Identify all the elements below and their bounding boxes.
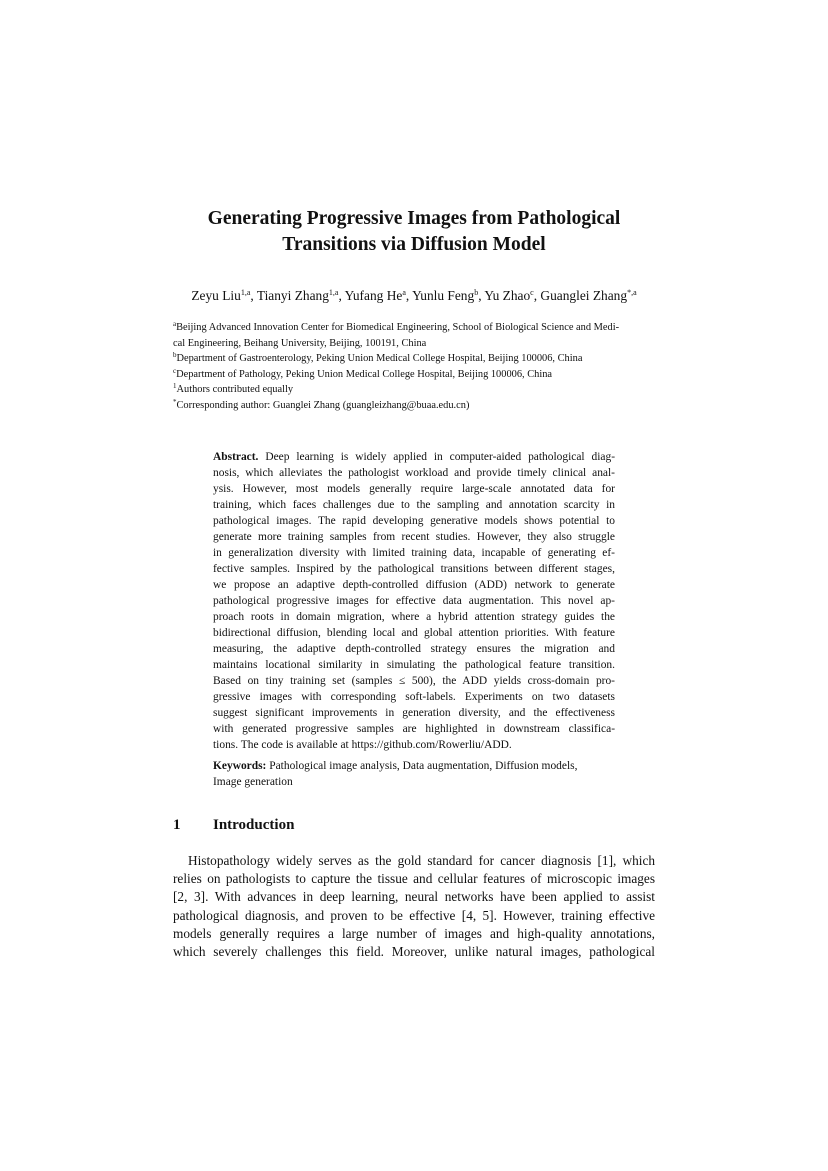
abstract-line: nosis, which alleviates the pathologist workload and provide timely clinical anal-	[213, 467, 615, 479]
abstract-line	[213, 449, 615, 465]
section-title: Introduction	[213, 817, 295, 833]
affiliation	[173, 367, 655, 383]
abstract-line: gressive images with corresponding soft-labels. Experiments on two datasets	[213, 691, 615, 703]
author-list: Zeyu Liu$^{1,a}$, Tianyi Zhang$^{1,a}$, Yufang He$^a$, Yunlu Feng$^b$, Yu Zhao$^c$, Guanglei Zhang$^{*,a}$	[191, 288, 637, 303]
affiliation-list	[173, 320, 655, 413]
author-name: Tianyi Zhang	[256, 288, 329, 303]
affil-mark: 1	[173, 382, 177, 390]
affil-text: Department of Gastroenterology, Peking Union Medical College Hospital, Beijing 100006, China	[176, 353, 583, 364]
body-line: relies on pathologists to capture the tissue and cellular features of microscopic images	[173, 871, 655, 887]
body-line: Histopathology widely serves as the gold standard for cancer diagnosis [1], which	[188, 853, 655, 868]
paper-title	[150, 206, 678, 258]
affil-mark: c	[173, 366, 177, 375]
abstract	[213, 449, 615, 753]
abstract-line: with generated progressive samples are highlighted in downstream classifica-	[213, 723, 615, 735]
abstract-line: bidirectional diffusion, blending local and global attention priorities. With feature	[213, 627, 615, 639]
title-line: Transitions via Diffusion Model	[282, 234, 546, 255]
affil-text: cal Engineering, Beihang University, Beijing, 100191, China	[173, 337, 427, 349]
section-number: 1	[173, 817, 181, 833]
section-heading	[173, 815, 655, 835]
author-affil-mark: b	[474, 288, 479, 297]
keywords-text: Pathological image analysis, Data augmentation, Diffusion models,	[266, 760, 578, 772]
body-line: models generally requires a large number of images and high-quality annotations,	[173, 925, 655, 941]
affil-text: Authors contributed equally	[176, 384, 294, 395]
abstract-line: pathological progressive images for effective data augmentation. This novel ap-	[213, 595, 615, 607]
author-affil-mark: 1,a	[328, 288, 339, 297]
affiliation	[173, 382, 655, 398]
keywords-line: Image generation	[213, 776, 293, 788]
keywords-line	[213, 758, 615, 774]
author-name: Guanglei Zhang	[540, 288, 628, 303]
body-line: pathological diagnosis, and proven to be effective [4, 5]. However, training effective	[173, 907, 655, 923]
abstract-line: in generalization diversity with limited training data, incapable of generating ef-	[213, 547, 615, 559]
keywords-label: Keywords:	[213, 760, 267, 772]
introduction-text	[173, 852, 655, 961]
abstract-line: ysis. However, most models generally require large-scale annotated data for	[213, 483, 615, 495]
affil-mark: b	[173, 351, 177, 359]
body-line: [2, 3]. With advances in deep learning, neural networks have been applied to assist	[173, 889, 655, 905]
abstract-line: training, which faces challenges due to the sampling and annotation scarcity in	[213, 499, 615, 511]
abstract-line: Based on tiny training set (samples ≤ 500), the ADD yields cross-domain pro-	[213, 675, 615, 687]
abstract-line: generate more training samples from recent studies. However, they also struggle	[213, 531, 615, 543]
affil-mark: *	[173, 397, 177, 406]
abstract-line: pathological images. The rapid developing generative models shows potential to	[213, 515, 615, 527]
affiliation	[173, 320, 655, 336]
abstract-line: measuring, the adaptive depth-controlled strategy ensures the migration and	[213, 643, 615, 655]
author-affil-mark: *,a	[627, 288, 637, 297]
affil-text: Beijing Advanced Innovation Center for Biomedical Engineering, School of Biological Science and Medi-	[176, 322, 620, 333]
author-affil-mark: a	[402, 288, 406, 297]
affil-mark: a	[173, 320, 177, 328]
affil-text: Corresponding author: Guanglei Zhang (guangleizhang@buaa.edu.cn)	[176, 399, 470, 411]
author-name: Yufang He	[344, 288, 403, 303]
abstract-label: Abstract.	[213, 451, 259, 463]
author-affil-mark: c	[530, 288, 534, 297]
abstract-line: tions. The code is available at https://github.com/Rowerliu/ADD.	[213, 739, 512, 751]
abstract-line: fective samples. Inspired by the pathological transitions between different stages,	[213, 563, 615, 575]
affiliation	[173, 336, 655, 352]
keywords	[213, 758, 615, 790]
abstract-line: suggest significant improvements in generation diversity, and the effectiveness	[213, 707, 615, 719]
author-name: Yunlu Feng	[412, 288, 475, 303]
affil-text: Department of Pathology, Peking Union Medical College Hospital, Beijing 100006, China	[176, 368, 553, 380]
abstract-line: maintains locational similarity in simulating the pathological feature transition.	[213, 659, 615, 671]
abstract-text: Deep learning is widely applied in computer-aided pathological diag-	[258, 451, 615, 463]
author-name: Zeyu Liu	[191, 288, 241, 303]
affiliation	[173, 351, 655, 367]
author-affil-mark: 1,a	[240, 288, 251, 297]
author-name: Yu Zhao	[484, 288, 531, 303]
body-line: which severely challenges this field. Moreover, unlike natural images, pathological	[173, 944, 655, 960]
title-line: Generating Progressive Images from Pathological	[207, 208, 621, 229]
affiliation	[173, 398, 655, 414]
abstract-line: we propose an adaptive depth-controlled diffusion (ADD) network to generate	[213, 579, 615, 591]
abstract-line: proach roots in domain migration, where a hybrid attention strategy guides the	[213, 611, 615, 623]
